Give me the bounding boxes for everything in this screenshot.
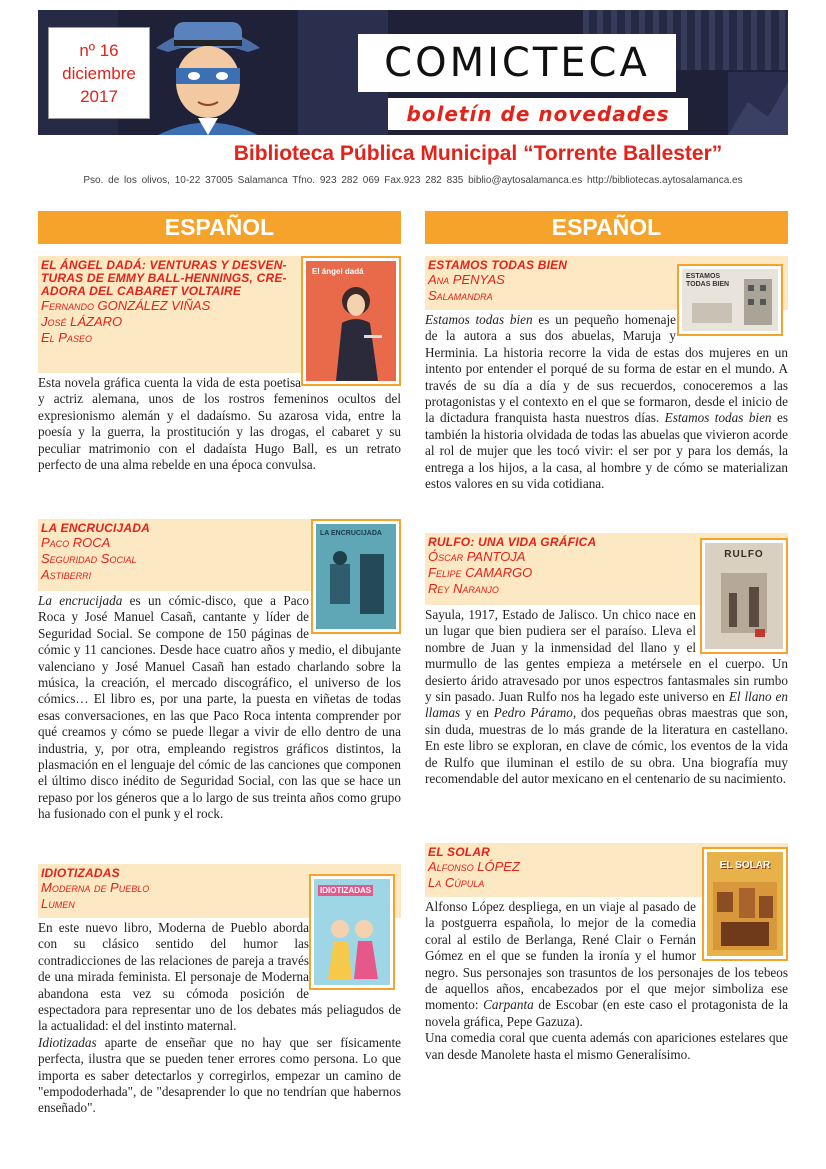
description-text: Alfonso López despliega, en un viaje al pasado de la postguerra española, lo mejor de la comedia coral al estilo de Berlanga, René Clair o Fernán Gómez en el que se funden la ironía y el humor negro. Sus personajes son trasuntos de los personajes de los tebeos de aquellos años, encabezados por el que mejor simboliza ese momento: <box>425 899 788 1013</box>
book-description <box>38 593 401 823</box>
book-description <box>425 899 788 1063</box>
book-author: Paco ROCA <box>41 535 111 550</box>
section-header-right: ESPAÑOL <box>425 211 788 244</box>
description-text: Una comedia coral que cuenta además con apariciones estelares que van desde Manolete hasta el mismo Generalísimo. <box>425 1030 788 1062</box>
section-header-left: ESPAÑOL <box>38 211 401 244</box>
cover-title: ESTAMOS TODAS BIEN <box>686 273 730 288</box>
book-author: Óscar PANTOJA <box>428 549 526 564</box>
cover-illustration <box>306 261 396 381</box>
book-author: Moderna de Pueblo <box>41 880 150 895</box>
description-text: , dos pequeñas obras maestras que son, sin duda, muestras de lo más grande de la literatura en castellano. En este libro se exploran, en clave de cómic, los eventos de la vida de Rulfo que iluminan el estilo de su obra. Una biografía muy recomendable del autor mexicano en el centenario de su nacimiento. <box>425 705 789 787</box>
book-entry-idiotizadas <box>38 864 401 1134</box>
description-italic: Carpanta <box>483 997 534 1013</box>
description-text: y en <box>460 705 494 721</box>
book-entry-encrucijada <box>38 519 401 854</box>
description-text: aparte de enseñar que no hay que ser físicamente perfecta, ilustra que se pueden tener errores como persona. Lo que importa es saber detectarlos y corregirlos, empezar un camino de "empododerhada", de "desaprender lo que no tendrían que habernos enseñado". <box>38 1034 401 1116</box>
book-title: IDIOTIZADAS <box>41 866 120 880</box>
description-italic: Estamos todas bien <box>664 410 772 426</box>
library-name: Biblioteca Pública Municipal “Torrente Ballester” <box>168 137 788 171</box>
book-publisher: El Paseo <box>41 330 92 345</box>
cover-title: IDIOTIZADAS <box>320 886 372 895</box>
description-italic: Idiotizadas <box>38 1034 97 1050</box>
description-text: Esta novela gráfica cuenta la vida de esta poetisa y actriz alemana, unos de los rostros femeninos ocultos del expresionismo alemán y el dadaísmo. Su azarosa vida, entre la poesía y la guerra, la prostitución y las drogas, el cabaret y su peculiar matrimonio con el dadaísta Hugo Ball, es un retrato perfecto de una alma rebelde en una época convulsa. <box>38 375 401 473</box>
newsletter-subtitle: boletín de novedades <box>406 102 670 126</box>
book-title: LA ENCRUCIJADA <box>41 521 151 535</box>
description-text: En este nuevo libro, Moderna de Pueblo aborda con su clásico sentido del humor las contradicciones de las relaciones de pareja a través de una mirada feminista. El personaje de Moderna abandona esta vez su cómoda posición de espectadora para representar uno de los debates más peliagudos de la actualidad: el del instinto maternal. <box>38 920 401 1034</box>
book-title: EL SOLAR <box>428 845 491 859</box>
book-author: Felipe CAMARGO <box>428 565 533 580</box>
book-author: Ana PENYAS <box>428 272 505 287</box>
book-publisher: Astiberri <box>41 567 92 582</box>
book-author: José LÁZARO <box>41 314 123 329</box>
book-publisher: Salamandra <box>428 288 493 303</box>
description-text: de Escobar (en este caso el protagonista de la novela gráfica, Pepe Gazuza). <box>425 997 788 1029</box>
detective-illustration <box>138 10 278 135</box>
book-description <box>38 375 401 473</box>
description-italic: Estamos todas bien <box>425 312 533 327</box>
cover-title: LA ENCRUCIJADA <box>320 530 382 537</box>
tagline-box <box>388 98 688 130</box>
book-title-line: ADORA DEL CABARET VOLTAIRE <box>41 284 242 298</box>
issue-box <box>48 27 150 119</box>
book-publisher: La Cúpula <box>428 875 485 890</box>
right-column <box>425 211 788 1113</box>
book-entry-rulfo <box>425 533 788 833</box>
book-title: RULFO: UNA VIDA GRÁFICA <box>428 535 597 549</box>
issue-number: nº 16 <box>79 40 119 60</box>
book-cover <box>301 256 401 386</box>
book-entry-angel-dada <box>38 256 401 509</box>
logo-box <box>358 34 676 92</box>
book-entry-el-solar <box>425 843 788 1113</box>
cover-title: RULFO <box>724 549 764 560</box>
book-description <box>425 312 788 492</box>
book-title-line: TURAS DE EMMY BALL-HENNINGS, CRE- <box>41 271 287 285</box>
description-text: es un cómic-disco, que a Paco Roca y José Manuel Casañ, cantante y líder de Seguridad Social. Se compone de 150 páginas de cómic y 11 canciones. Desde hace cuatro años y medio, el dibujante valenciano y José Manuel Casañ han estado charlando sobre la música, la creación, el mercado discográfico, el universo de los cómics… El libro es, por una parte, la puesta en viñetas de todas esas conversaciones, en las que Paco Roca intenta comprender por qué creamos y cómo se puede llegar a vivir de ello dentro de una industria, y, por otra, empleando registros gráficos distintos, la plasmación en el lenguaje del cómic de las canciones que componen el último disco inédito de Seguridad Social, con las que se hace un repaso por los géneros que a lo largo de sus treinta años como grupo ha fusionado con el punk y el rock. <box>38 593 401 822</box>
book-author: Seguridad Social <box>41 551 137 566</box>
book-title-line: EL ÁNGEL DADÁ: VENTURAS Y DESVEN- <box>41 258 287 272</box>
description-italic: El llano en llamas <box>425 689 788 721</box>
issue-year: 2017 <box>80 86 118 106</box>
newsletter-title: COMICTECA <box>384 40 650 86</box>
book-entry-estamos-todas-bien <box>425 256 788 523</box>
issue-month: diciembre <box>62 63 136 83</box>
book-title: ESTAMOS TODAS BIEN <box>428 258 568 272</box>
book-description <box>38 920 401 1117</box>
cover-title: El ángel dadá <box>312 267 364 276</box>
left-column <box>38 211 401 1134</box>
book-author: Fernando GONZÁLEZ VIÑAS <box>41 298 211 313</box>
book-author: Alfonso LÓPEZ <box>428 859 520 874</box>
contact-line: Pso. de los olivos, 10-22 37005 Salamanca Tfno. 923 282 069 Fax.923 282 835 biblio@aytosalamanca.es http://bibliotecas.aytosalamanca.es <box>83 175 743 186</box>
description-text: es también la historia olvidada de todas las abuelas que vivieron acorde al rol de mujer que les tocó vivir: el ser por y para los demás, la entrega a los hijos, a la casa, al hombre y de cómo se materializan estos valores en su vida cotidiana. <box>425 410 788 492</box>
cover-title: EL SOLAR <box>719 860 771 871</box>
book-publisher: Rey Naranjo <box>428 581 499 596</box>
book-publisher: Lumen <box>41 896 75 911</box>
description-text: es un pequeño homenaje de la autora a sus dos abuelas, Maruja y Herminia. La historia recorre la vida de estas dos mujeres en un intento por entender el porqué de su forma de estar en el mundo. A través de su día a día y de sus recuerdos, conoceremos a las protagonistas y el contexto en el que se formaron, desde el inicio de la dictadura franquista hasta nuestros días. <box>425 312 788 426</box>
description-italic: Pedro Páramo <box>493 705 573 721</box>
description-italic: La encrucijada <box>38 593 123 608</box>
comic-panel-corner <box>728 72 788 135</box>
book-description <box>425 607 788 787</box>
description-text: Sayula, 1917, Estado de Jalisco. Un chico nace en un lugar que bien pudiera ser el paraíso. Lleva el nombre de Juan y la inmensidad del llano y el murmullo de las gentes empieza a metérsele en el cuerpo. Un desierto árido atravesado por unos espectros fantasmales sin rumbo y sin pasado. Juan Rulfo nos ha legado este universo en <box>425 607 788 705</box>
